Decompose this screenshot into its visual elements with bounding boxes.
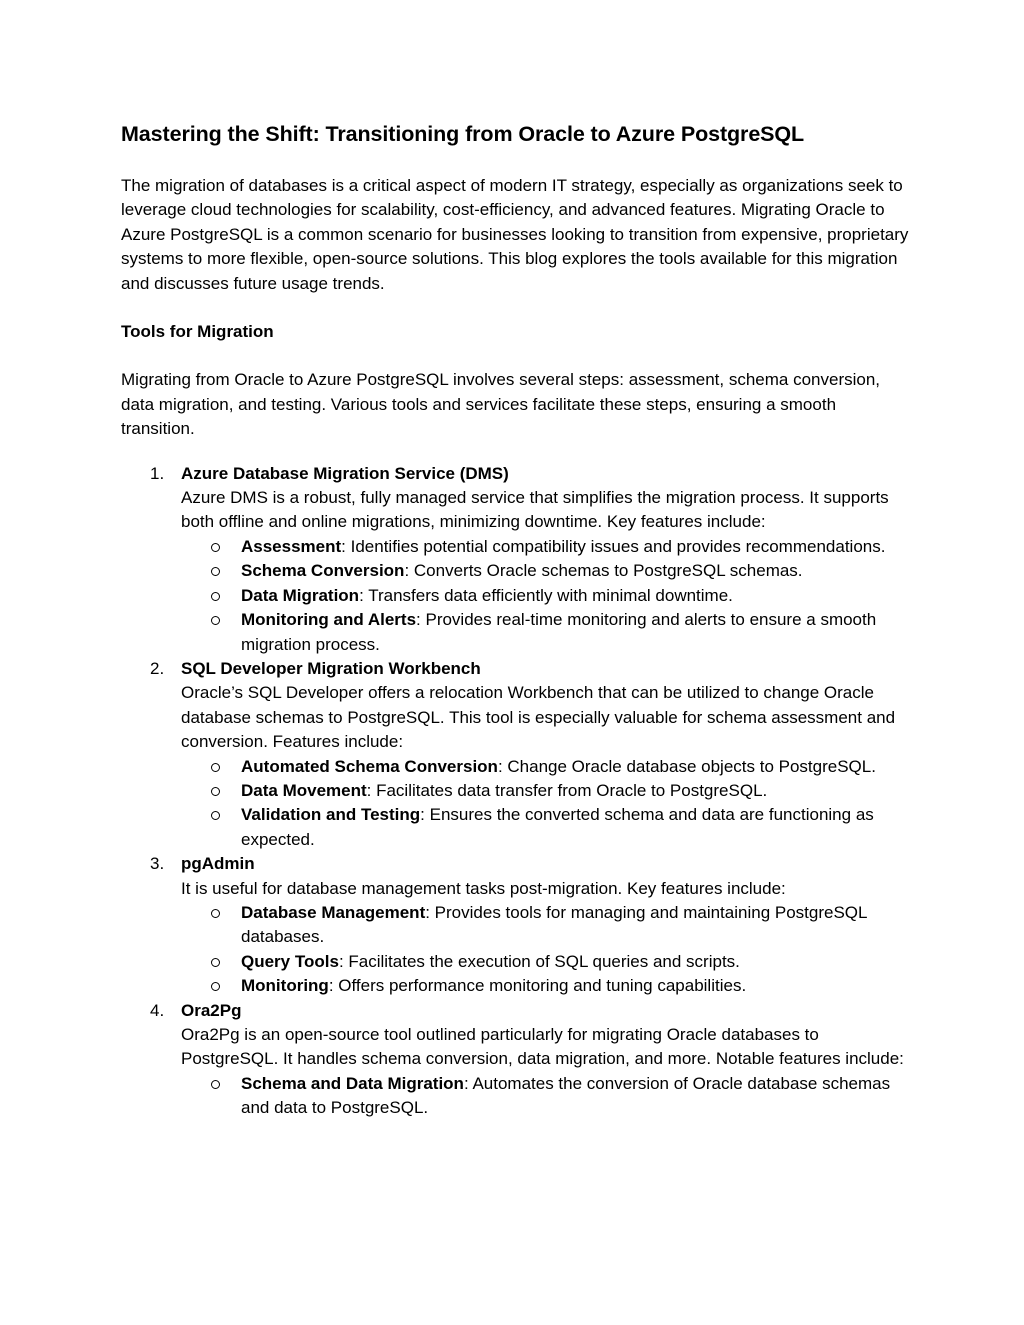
tool-item (121, 657, 911, 852)
tool-description: Azure DMS is a robust, fully managed service that simplifies the migration process. It supports both offline and online migrations, minimizing downtime. Key features include: (181, 488, 889, 532)
feature-item (181, 950, 911, 974)
hollow-circle-bullet-icon (211, 909, 220, 918)
feature-text: : Offers performance monitoring and tuning capabilities. (328, 976, 747, 996)
feature-list (181, 535, 911, 657)
hollow-circle-bullet-icon (211, 982, 220, 991)
tools-list (121, 462, 911, 1121)
hollow-circle-bullet-icon (211, 811, 220, 820)
feature-name: Assessment (241, 536, 342, 556)
feature-list (181, 755, 911, 853)
tool-number: 1. (150, 463, 165, 483)
feature-name: Data Migration (241, 585, 360, 605)
hollow-circle-bullet-icon (211, 763, 220, 772)
section-intro-paragraph: Migrating from Oracle to Azure PostgreSQL involves several steps: assessment, schema conversion, data migration, and testing. Various tools and services facilitate these steps, ensuring a smooth transition. (121, 370, 881, 439)
feature-text: : Automates the conversion of Oracle database schemas and data to PostgreSQL. (241, 1073, 891, 1118)
feature-item (181, 901, 911, 950)
feature-item (181, 974, 911, 998)
feature-item (181, 803, 911, 852)
tool-item (121, 999, 911, 1121)
hollow-circle-bullet-icon (211, 1080, 220, 1089)
feature-item (181, 1072, 911, 1121)
feature-text: : Change Oracle database objects to PostgreSQL. (497, 756, 876, 776)
feature-item (181, 535, 911, 559)
feature-text: : Facilitates data transfer from Oracle to PostgreSQL. (366, 780, 768, 800)
feature-text: : Identifies potential compatibility issues and provides recommendations. (341, 536, 886, 556)
feature-text: : Transfers data efficiently with minimal downtime. (359, 585, 733, 605)
tool-description: It is useful for database management tasks post-migration. Key features include: (181, 878, 786, 898)
feature-name: Query Tools (241, 951, 339, 971)
feature-name: Data Movement (241, 780, 367, 800)
feature-name: Monitoring (241, 976, 329, 996)
feature-name: Automated Schema Conversion (241, 756, 498, 776)
tool-name: Ora2Pg (181, 1000, 242, 1020)
tool-item (121, 462, 911, 657)
tool-number: 3. (150, 854, 165, 874)
feature-list (181, 1072, 911, 1121)
tool-description: Ora2Pg is an open-source tool outlined particularly for migrating Oracle databases to PostgreSQL. It handles schema conversion, data migration, and more. Notable features include: (181, 1025, 904, 1069)
feature-item (181, 608, 911, 657)
feature-text: : Ensures the converted schema and data are functioning as expected. (241, 805, 874, 849)
section-heading: Tools for Migration (121, 322, 274, 342)
feature-text: : Provides real-time monitoring and alerts to ensure a smooth migration process. (241, 610, 877, 654)
tool-name: Azure Database Migration Service (DMS) (181, 463, 509, 483)
feature-item (181, 584, 911, 608)
document-page (121, 116, 911, 1121)
intro-paragraph: The migration of databases is a critical aspect of modern IT strategy, especially as organizations seek to leverage cloud technologies for scalability, cost-efficiency, and advanced features. Migrating Oracle to Azure PostgreSQL is a common scenario for businesses looking to transition from expensive, proprietary systems to more flexible, open-source solutions. This blog explores the tools available for this migration and discusses future usage trends. (121, 176, 909, 293)
hollow-circle-bullet-icon (211, 958, 220, 967)
document-title: Mastering the Shift: Transitioning from Oracle to Azure PostgreSQL (121, 122, 805, 146)
tool-number: 4. (150, 1000, 165, 1020)
feature-name: Monitoring and Alerts (241, 610, 417, 630)
feature-item (181, 755, 911, 779)
hollow-circle-bullet-icon (211, 543, 220, 552)
feature-name: Schema Conversion (241, 561, 405, 581)
tool-description: Oracle’s SQL Developer offers a relocation Workbench that can be utilized to change Oracle database schemas to PostgreSQL. This tool is especially valuable for schema assessment and conversion. Features include: (181, 683, 896, 752)
feature-name: Schema and Data Migration (241, 1073, 464, 1093)
feature-text: : Provides tools for managing and maintaining PostgreSQL databases. (241, 902, 867, 947)
hollow-circle-bullet-icon (211, 787, 220, 796)
tool-name: pgAdmin (181, 854, 255, 874)
hollow-circle-bullet-icon (211, 567, 220, 576)
tool-number: 2. (150, 658, 165, 678)
tool-name: SQL Developer Migration Workbench (181, 658, 481, 678)
feature-name: Database Management (241, 902, 426, 922)
hollow-circle-bullet-icon (211, 616, 220, 625)
feature-item (181, 779, 911, 803)
feature-text: : Facilitates the execution of SQL queries and scripts. (338, 951, 740, 971)
tool-item (121, 852, 911, 998)
feature-list (181, 901, 911, 999)
feature-item (181, 559, 911, 583)
feature-name: Validation and Testing (241, 805, 421, 825)
feature-text: : Converts Oracle schemas to PostgreSQL schemas. (404, 561, 803, 581)
hollow-circle-bullet-icon (211, 592, 220, 601)
